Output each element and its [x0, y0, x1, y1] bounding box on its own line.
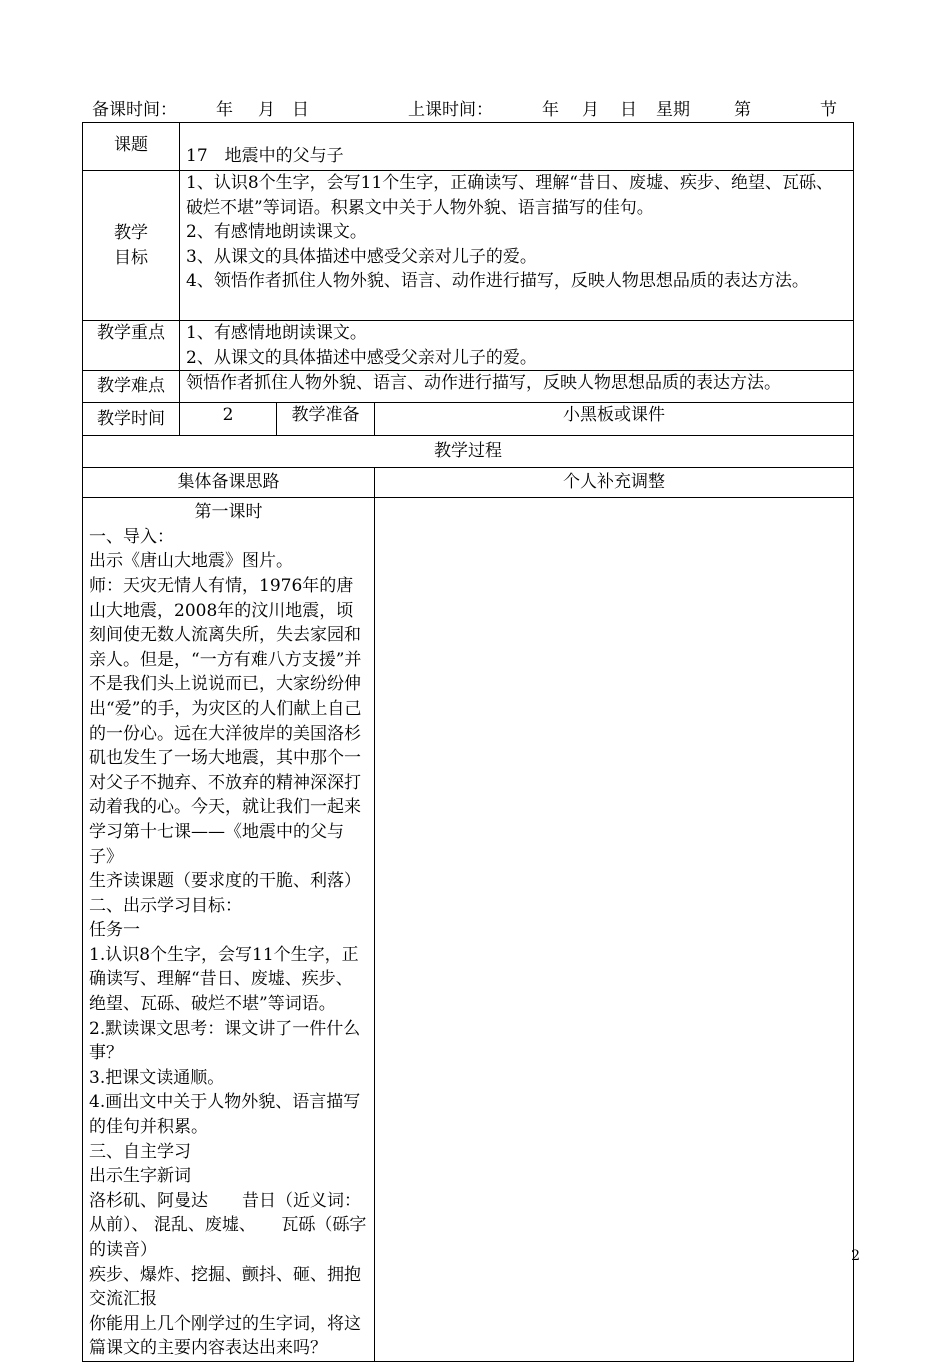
topic-row — [83, 123, 854, 171]
goal-item: 2、有感情地朗读课文。 — [186, 222, 367, 243]
content-line: 疾步、爆炸、挖掘、颤抖、砸、拥抱 — [89, 1264, 361, 1285]
personal-adjustment[interactable] — [375, 498, 854, 1362]
content-line: 师：天灾无情人有情，1976年的唐山大地震，2008年的汶川地震，顷刻间使无数人流离失所，失去家园和亲人。但是，“一方有难八方支援”并不是我们头上说说而已，大家纷纷伸出“爱”的手，为灾区的人们献上自己的一份心。远在大洋彼岸的美国洛杉矶也发生了一场大地震，其中那个一对父子不抛弃、不放弃的精神深深打动着我的心。今天，就让我们一起来学习第十七课——《地震中的父与子》 — [89, 575, 362, 867]
key-points-label: 教学重点 — [83, 321, 180, 371]
content-line: 3.把课文读通顺。 — [89, 1067, 225, 1088]
time-row — [83, 403, 854, 436]
time-value: 2 — [180, 403, 277, 436]
class-time-label: 上课时间： — [408, 100, 493, 120]
class-day: 日 — [620, 100, 637, 120]
content-line: 出示生字新词 — [89, 1166, 191, 1187]
page-number: 2 — [851, 1248, 860, 1264]
lesson-header — [92, 98, 852, 122]
goal-item: 1、认识8个生字，会写11个生字，正确读写、理解“昔日、废墟、疾步、绝望、瓦砾、破烂不堪”等词语。积累文中关于人物外貌、语言描写的佳句。 — [186, 173, 833, 218]
content-line: 生齐读课题（要求度的干脆、利落） — [89, 871, 361, 892]
weekday-label: 星期 — [656, 100, 690, 120]
goals-content — [180, 171, 854, 321]
process-title-row — [83, 436, 854, 468]
lesson-plan-table — [82, 122, 854, 1362]
key-point-item: 2、从课文的具体描述中感受父亲对儿子的爱。 — [186, 347, 537, 368]
goals-label — [83, 171, 180, 321]
order-label: 第 — [734, 100, 751, 120]
content-line: 交流汇报 — [89, 1289, 157, 1310]
content-line: 1.认识8个生字，会写11个生字，正确读写、理解“昔日、废墟、疾步、绝望、瓦砾、破烂不堪”等词语。 — [89, 944, 359, 1015]
goals-label-line2: 目标 — [114, 247, 148, 268]
collective-plan — [83, 498, 375, 1362]
prep-time-label: 备课时间： — [92, 100, 177, 120]
content-line: 出示《唐山大地震》图片。 — [89, 551, 293, 572]
key-point-item: 1、有感情地朗读课文。 — [186, 323, 367, 343]
content-line: 洛杉矶、阿曼达 昔日（近义词：从前）、 混乱、废墟、 瓦砾（砾字的读音） — [89, 1190, 367, 1260]
topic-value: 17 地震中的父与子 — [180, 123, 854, 171]
difficulty-value: 领悟作者抓住人物外貌、语言、动作进行描写，反映人物思想品质的表达方法。 — [180, 371, 854, 403]
goal-item: 4、领悟作者抓住人物外貌、语言、动作进行描写，反映人物思想品质的表达方法。 — [186, 271, 809, 292]
class-year: 年 — [542, 100, 559, 120]
process-columns-row — [83, 468, 854, 498]
process-title: 教学过程 — [83, 436, 854, 468]
content-line: 你能用上几个刚学过的生字词，将这篇课文的主要内容表达出来吗？ — [89, 1313, 361, 1359]
prep-value: 小黑板或课件 — [375, 403, 854, 436]
key-points-content — [180, 321, 854, 371]
prep-month: 月 — [258, 100, 275, 120]
content-line: 2.默读课文思考：课文讲了一件什么事？ — [89, 1018, 361, 1064]
goals-row — [83, 171, 854, 321]
content-line: 三、自主学习 — [89, 1141, 191, 1162]
prep-label: 教学准备 — [277, 403, 375, 436]
col-collective: 集体备课思路 — [83, 468, 375, 498]
difficulty-row — [83, 371, 854, 403]
key-points-row — [83, 321, 854, 371]
process-content-row — [83, 498, 854, 1362]
content-line: 4.画出文中关于人物外貌、语言描写的佳句并积累。 — [89, 1092, 361, 1138]
lesson-title: 第一课时 — [194, 502, 263, 523]
goal-item: 3、从课文的具体描述中感受父亲对儿子的爱。 — [186, 246, 537, 267]
content-line: 二、出示学习目标： — [89, 895, 242, 916]
col-personal: 个人补充调整 — [375, 468, 854, 498]
prep-day: 日 — [292, 100, 309, 120]
content-line: 任务一 — [89, 920, 140, 941]
time-label: 教学时间 — [83, 403, 180, 436]
goals-label-line1: 教学 — [114, 222, 148, 243]
difficulty-label: 教学难点 — [83, 371, 180, 403]
topic-label: 课题 — [83, 123, 180, 171]
period-label: 节 — [820, 100, 837, 120]
class-month: 月 — [582, 100, 599, 120]
prep-year: 年 — [216, 100, 233, 120]
content-line: 一、导入： — [89, 526, 174, 547]
